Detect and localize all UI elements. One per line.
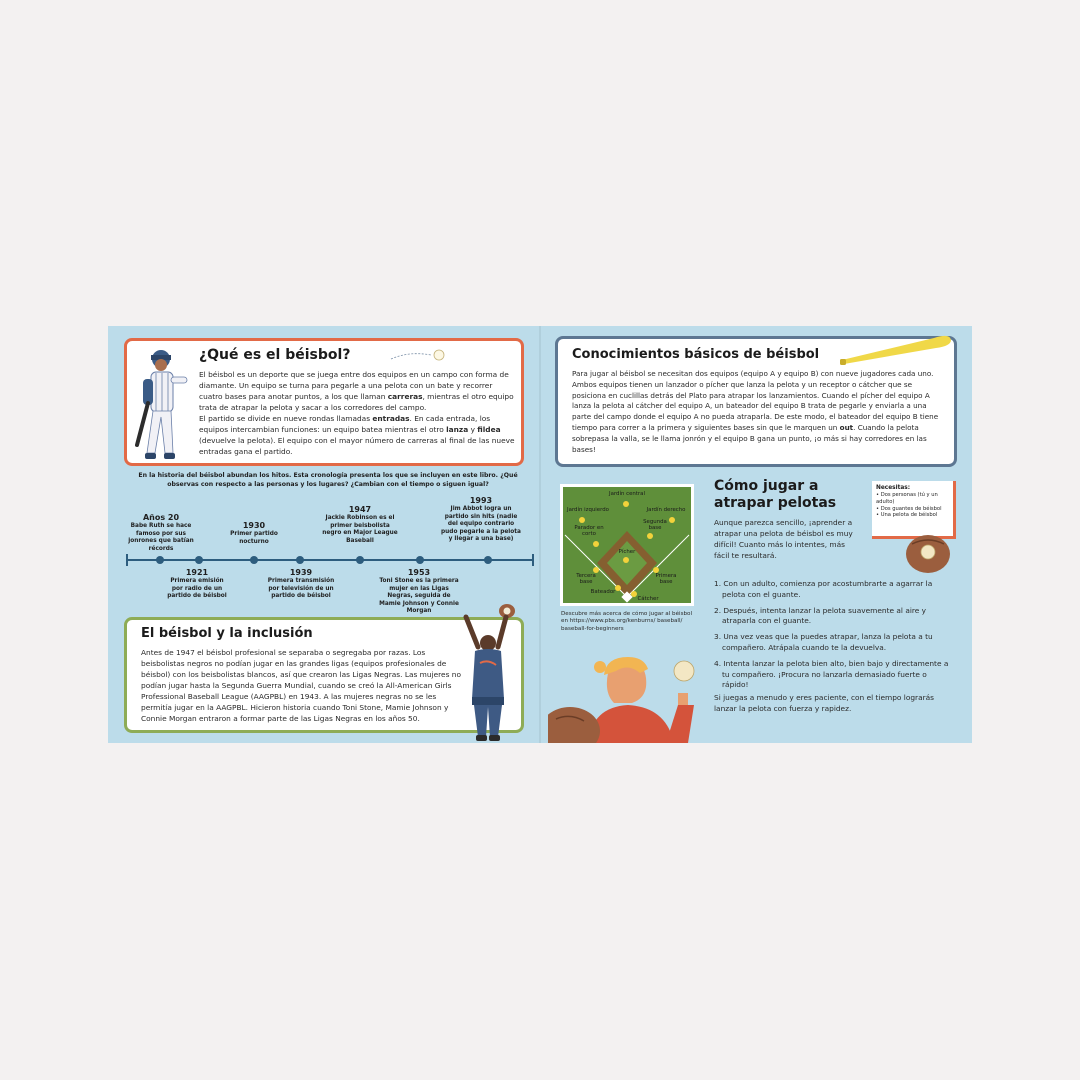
timeline-text: Jim Abbot logra un partido sin hits (nadie del equipo contrario pudo pegarle a la pelota y llegar a una base) <box>441 506 521 543</box>
timeline-text: Babe Ruth se hace famoso por sus jonrones que batían récords <box>128 523 194 552</box>
catch-step: 4. Intenta lanzar la pelota bien alto, bien bajo y directamente a tu compañero. ¡Procura no lanzarla demasiado fuerte o rápido! <box>714 658 949 690</box>
text-part: (devuelve la pelota). El equipo con el mayor número de carreras al final de las nueve entradas gana el partido. <box>199 436 515 456</box>
label-third-base: Tercera base <box>576 573 596 586</box>
timeline-year: 1939 <box>289 568 313 577</box>
timeline-intro: En la historia del béisbol abundan los hitos. Esta cronología presenta los que se incluyen en este libro. ¿Qué observas con respecto a las personas y los lugares? ¿Cambian con el tiempo o siguen igual? <box>138 472 518 488</box>
timeline-text: Primera emisión por radio de un partido de béisbol <box>167 578 227 600</box>
what-is-baseball-text <box>199 369 517 457</box>
label-center-field: Jardín central <box>609 491 645 497</box>
needs-item: • Dos guantes de béisbol <box>876 505 942 512</box>
term-runs: carreras <box>387 392 423 401</box>
girl-with-glove-illustration <box>548 653 700 743</box>
label-batter: Bateador <box>590 589 616 595</box>
flying-ball-icon <box>389 347 449 363</box>
timeline-text: Primer partido nocturno <box>230 531 278 545</box>
text-part: . Cuando la pelota sobrepasa la valla, se le llama jonrón y el equipo B gana un punto, ¡o más si hay corredores en las bases! <box>572 422 927 454</box>
timeline-end-left <box>126 554 128 566</box>
text-part: y <box>468 425 478 434</box>
timeline-year: 1930 <box>242 521 266 530</box>
label-pitcher: Pícher <box>618 549 636 555</box>
needs-title: Necesitas: <box>876 485 911 491</box>
timeline-text: Jackie Robinson es el primer beisbolista negro en Major League Baseball <box>322 515 398 544</box>
basics-title: Conocimientos básicos de béisbol <box>572 347 820 362</box>
timeline-event-1930 <box>224 520 284 546</box>
label-left-field: Jardín izquierdo <box>567 507 609 513</box>
term-innings: entradas <box>372 414 410 423</box>
timeline-end-right <box>532 554 534 566</box>
basics-text <box>572 369 946 455</box>
text-part: El béisbol es un deporte que se juega entre dos equipos en un campo con forma de diamante. Un equipo se turna para pegarle a una pelota con un bate y recorrer cuatro bases para anotar puntos, a los que llaman <box>199 370 509 401</box>
text-part: . En cada entrada, los equipos intercambian funciones: un equipo batea mientras el otro <box>199 414 491 434</box>
timeline-event-1920s <box>124 512 198 553</box>
timeline-year: 1993 <box>469 496 493 505</box>
position-left-field <box>579 517 585 523</box>
what-is-baseball-box <box>124 338 524 466</box>
field-caption: Descubre más acerca de cómo jugar al béisbol en https://www.pbs.org/kenburns/ baseball/ baseball-for-beginners <box>561 611 693 632</box>
baseball-field-diagram <box>560 484 694 606</box>
label-right-field: Jardín derecho <box>646 507 686 513</box>
catch-title: Cómo jugar a atrapar pelotas <box>714 478 837 511</box>
term-out: out <box>839 422 854 432</box>
timeline-dot <box>156 556 164 564</box>
position-shortstop <box>593 541 599 547</box>
label-first-base: Primera base <box>655 573 677 586</box>
batter-illustration <box>131 345 193 469</box>
page-gutter <box>539 326 541 743</box>
text-part: El partido se divide en nueve rondas llamadas <box>199 414 373 423</box>
timeline-dot <box>250 556 258 564</box>
timeline-event-1939 <box>264 567 338 601</box>
position-center-field <box>623 501 629 507</box>
catch-step: 2. Después, intenta lanzar la pelota suavemente al aire y atraparla con el guante. <box>714 605 927 626</box>
text-part: Para jugar al béisbol se necesitan dos equipos (equipo A y equipo B) con nueve jugadores cada uno. Ambos equipos tienen un lanzador o pícher que lanza la pelota y un receptor o cátcher que se posiciona en cuclillas detrás del Plato para atrapar los lanzamientos. Cuando el pícher del equipo A lanza la pelota al cátcher del equipo A, un bateador del equipo B trata de pegarle y enviarla a una parte del campo donde el equipo A no pueda atraparla. De este modo, el bateador del equipo B tiene tiempo para correr a la primera y siguientes bases sin que le marquen un <box>572 369 939 432</box>
timeline-event-1947 <box>322 504 398 545</box>
what-is-baseball-title: ¿Qué es el béisbol? <box>199 347 351 363</box>
timeline-year: 1947 <box>348 505 372 514</box>
text-part: , mientras el otro equipo trata de atrapar la pelota y sacar a los corredores del campo. <box>199 392 514 412</box>
label-second-base: Segunda base <box>643 519 667 532</box>
book-spread <box>108 326 972 743</box>
timeline-text: Primera transmisión por televisión de un partido de béisbol <box>267 578 335 600</box>
inclusion-title: El béisbol y la inclusión <box>141 626 313 641</box>
bat-illustration <box>838 328 958 368</box>
timeline-year: 1921 <box>185 568 209 577</box>
term-pitch: lanza <box>446 425 469 434</box>
term-field: fildea <box>477 425 501 434</box>
catch-intro: Aunque parezca sencillo, ¡aprender a atrapar una pelota de béisbol es muy difícil! Cuanto más lo intentes, más fácil te resultará. <box>714 518 853 560</box>
catch-step: 1. Con un adulto, comienza por acostumbrarte a agarrar la pelota con el guante. <box>714 579 933 599</box>
timeline-event-1993 <box>440 495 522 544</box>
position-second-base <box>647 533 653 539</box>
timeline-event-1953 <box>376 567 462 616</box>
needs-item: • Una pelota de béisbol <box>876 512 938 519</box>
timeline-text: Toni Stone es la primera mujer en las Ligas Negras, seguida de Mamie Johnson y Connie Morgan <box>379 578 459 615</box>
timeline-dot <box>296 556 304 564</box>
catch-step: 3. Una vez veas que la puedes atrapar, lanza la pelota a tu compañero. Atrápala cuando te la devuelva. <box>714 632 933 652</box>
glove-icon <box>904 530 952 574</box>
timeline-dot <box>484 556 492 564</box>
inclusion-text: Antes de 1947 el béisbol profesional se separaba o segregaba por razas. Los beisbolistas negros no podían jugar en las grandes ligas (equipos profesionales de béisbol) con los beisbolistas blancos, así que crearon las Ligas Negras. Las mujeres no podían jugar hasta la Segunda Guerra Mundial, cuando se creó la All-American Girls Professional Baseball League (AAGPBL) en 1943. A las mujeres negras no se les permitía jugar en la AAGPBL. Hicieron historia cuando Toni Stone, Mamie Johnson y Connie Morgan entraron a formar parte de las Ligas Negras en los años 50. <box>141 648 461 723</box>
needs-list <box>876 492 949 519</box>
needs-item: • Dos personas (tú y un adulto) <box>876 492 938 505</box>
timeline-year: 1953 <box>407 568 431 577</box>
timeline-year: Años 20 <box>142 513 180 522</box>
timeline-dot <box>195 556 203 564</box>
position-pitcher <box>623 557 629 563</box>
field-grass <box>563 487 691 603</box>
timeline-dot <box>416 556 424 564</box>
catch-outro: Si juegas a menudo y eres paciente, con el tiempo lograrás lanzar la pelota con fuerza y rapidez. <box>714 693 935 713</box>
label-shortstop: Parador en corto <box>574 525 604 538</box>
timeline-dot <box>356 556 364 564</box>
catch-steps-list <box>714 579 954 696</box>
timeline-event-1921 <box>164 567 230 601</box>
timeline-axis <box>126 559 534 561</box>
label-catcher: Cátcher <box>637 596 659 602</box>
player-catching-illustration <box>458 603 520 743</box>
